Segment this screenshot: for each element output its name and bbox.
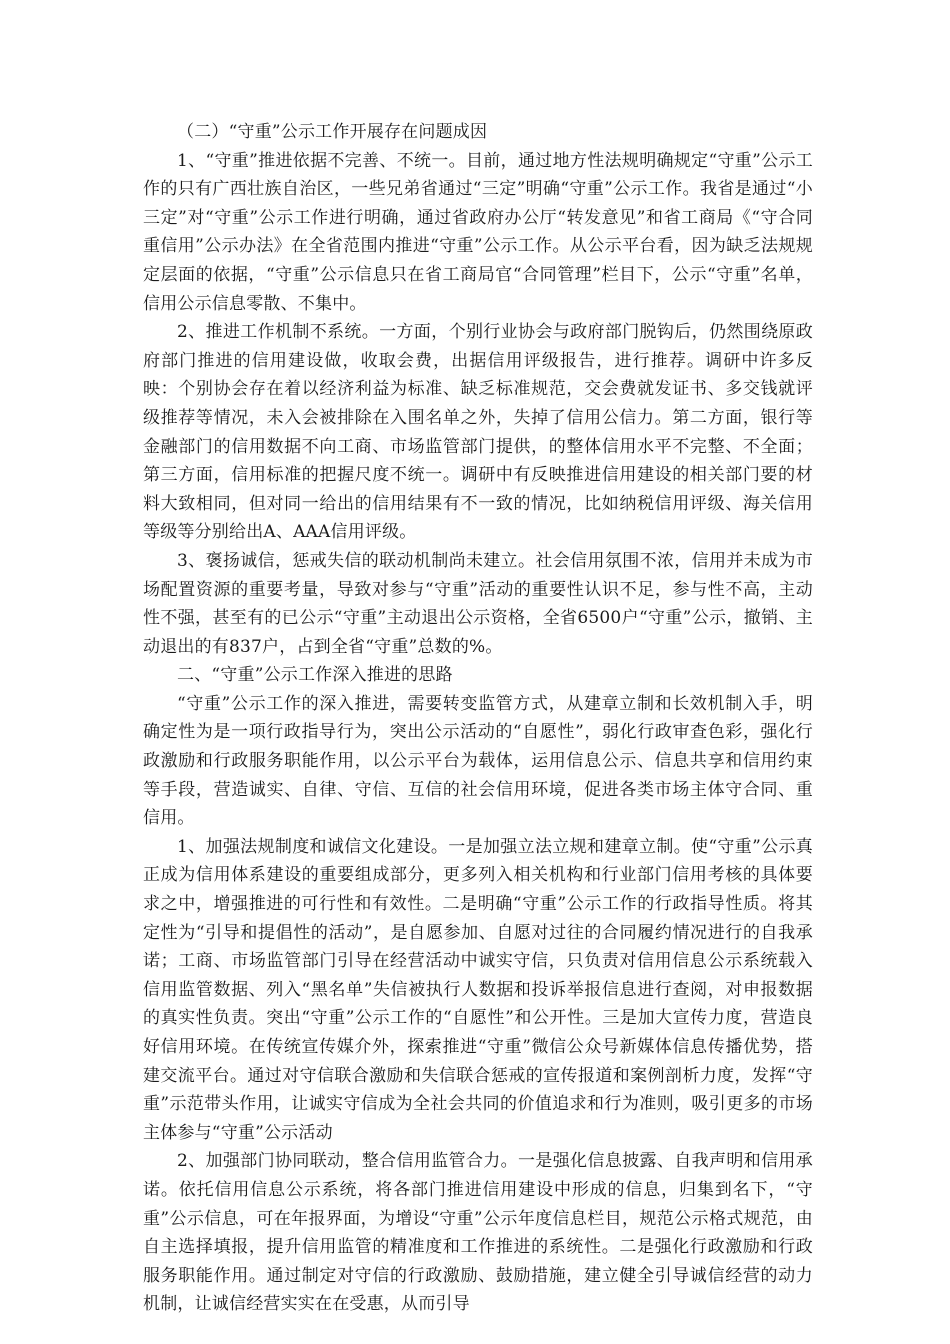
paragraph-linkage-mechanism: 3、褒扬诚信，惩戒失信的联动机制尚未建立。社会信用氛围不浓，信用并未成为市场配置资源的重要考量，导致对参与“守重”活动的重要性认识不足，参与性不高，主动性不强，甚至有的已公示“守重”主动退出公示资格，全省6500户“守重”公示，撤销、主动退出的有837户，占到全省“守重”总数的%。 <box>143 550 813 657</box>
paragraph-basis-incomplete: 1、“守重”推进依据不完善、不统一。目前，通过地方性法规明确规定“守重”公示工作的只有广西壮族自治区，一些兄弟省通过“三定”明确“守重”公示工作。我省是通过“小三定”对“守重”公示工作进行明确，通过省政府办公厅“转发意见”和省工商局《“守合同重信用”公示办法》在全省范围内推进“守重”公示工作。从公示平台看，因为缺乏法规规定层面的依据，“守重”公示信息只在省工商局官“合同管理”栏目下，公示“守重”名单，信用公示信息零散、不集中。 <box>143 150 813 314</box>
paragraph-approach-intro: “守重”公示工作的深入推进，需要转变监管方式，从建章立制和长效机制入手，明确定性为是一项行政指导行为，突出公示活动的“自愿性”，弱化行政审查色彩，强化行政激励和行政服务职能作用，以公示平台为载体，运用信息公示、信息共享和信用约束等手段，营造诚实、自律、守信、互信的社会信用环境，促进各类市场主体守合同、重信用。 <box>143 693 813 829</box>
paragraph-department-coordination: 2、加强部门协同联动，整合信用监管合力。一是强化信息披露、自我声明和信用承诺。依托信用信息公示系统，将各部门推进信用建设中形成的信息，归集到名下，“守重”公示信息，可在年报界面，为增设“守重”公示年度信息栏目，规范公示格式规范，由自主选择填报，提升信用监管的精准度和工作推进的系统性。二是强化行政激励和行政服务职能作用。通过制定对守信的行政激励、鼓励措施，建立健全引导诚信经营的动力机制，让诚信经营实实在在受惠，从而引导 <box>143 1151 813 1315</box>
paragraph-mechanism-unsystematic: 2、推进工作机制不系统。一方面，个别行业协会与政府部门脱钩后，仍然围绕原政府部门推进的信用建设做，收取会费，出据信用评级报告，进行推荐。调研中许多反映：个别协会存在着以经济利益为标准、缺乏标准规范，交会费就发证书、多交钱就评级推荐等情况，未入会被排除在入围名单之外，失掉了信用公信力。第二方面，银行等金融部门的信用数据不向工商、市场监管部门提供，的整体信用水平不完整、不全面；第三方面，信用标准的把握尺度不统一。调研中有反映推进信用建设的相关部门要的材料大致相同，但对同一给出的信用结果有不一致的情况，比如纳税信用评级、海关信用等级等分别给出A、AAA信用评级。 <box>143 322 813 543</box>
document-body <box>143 118 813 1319</box>
paragraph-regulation-culture: 1、加强法规制度和诚信文化建设。一是加强立法立规和建章立制。使“守重”公示真正成为信用体系建设的重要组成部分，更多列入相关机构和行业部门信用考核的具体要求之中，增强推进的可行性和有效性。二是明确“守重”公示工作的行政指导性质。将其定性为“引导和提倡性的活动”，是自愿参加、自愿对过往的合同履约情况进行的自我承诺；工商、市场监管部门引导在经营活动中诚实守信，只负责对信用信息公示系统载入信用监管数据、列入“黑名单”失信被执行人数据和投诉举报信息进行查阅，对申报数据的真实性负责。突出“守重”公示工作的“自愿性”和公开性。三是加大宣传力度，营造良好信用环境。在传统宣传媒介外，探索推进“守重”微信公众号新媒体信息传播优势，搭建交流平台。通过对守信联合激励和失信联合惩戒的宣传报道和案例剖析力度，发挥“守重”示范带头作用，让诚实守信成为全社会共同的价值追求和行为准则，吸引更多的市场主体参与“守重”公示活动 <box>143 836 813 1143</box>
section-heading-approach: 二、“守重”公示工作深入推进的思路 <box>177 665 453 686</box>
section-heading-causes: （二）“守重”公示工作开展存在问题成因 <box>177 122 488 142</box>
